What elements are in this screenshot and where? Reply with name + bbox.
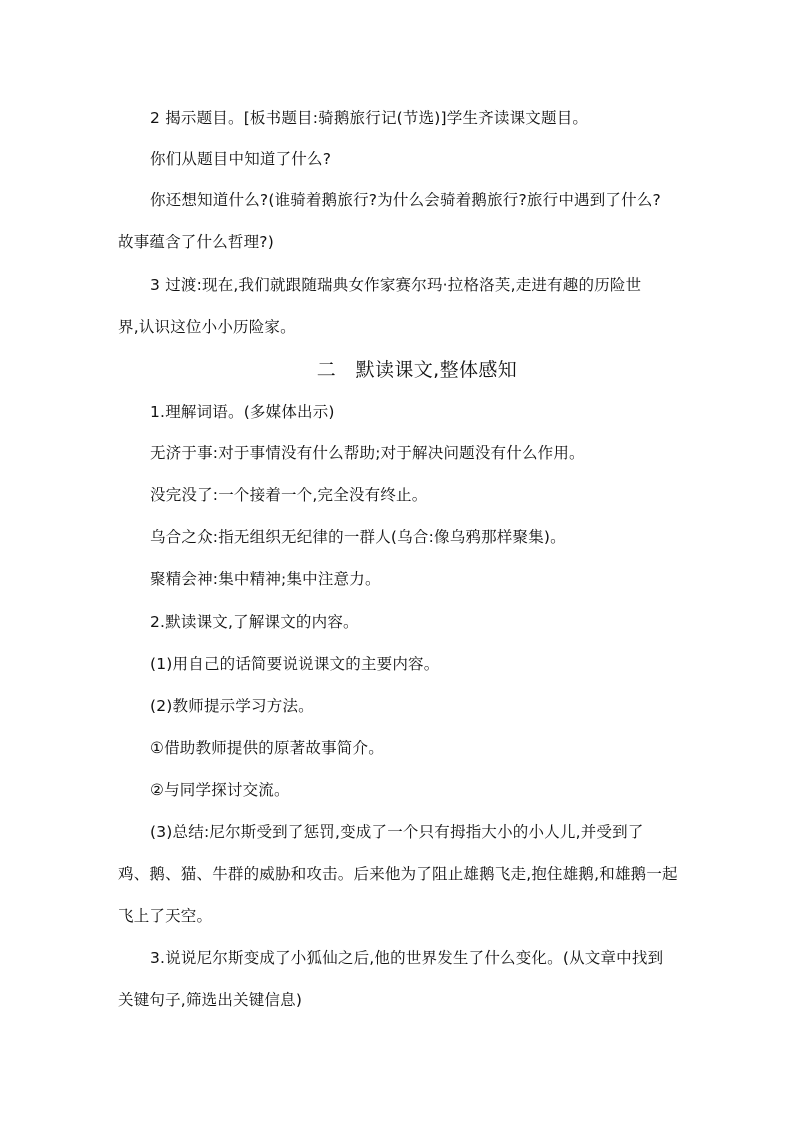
section-heading: 二 默读课文,整体感知 xyxy=(316,359,518,381)
definition-wuhezhizhong: 乌合之众:指无组织无纪律的一群人(乌合:像乌鸦那样聚集)。 xyxy=(150,528,566,546)
bullet-item-1: ①借助教师提供的原著故事简介。 xyxy=(150,739,384,757)
definition-wujiyushi: 无济于事:对于事情没有什么帮助;对于解决问题没有什么作用。 xyxy=(150,444,585,462)
paragraph-question-known: 你们从题目中知道了什么? xyxy=(150,150,332,168)
paragraph-question-more-line1: 你还想知道什么?(谁骑着鹅旅行?为什么会骑着鹅旅行?旅行中遇到了什么? xyxy=(150,191,661,209)
sub-item-2: (2)教师提示学习方法。 xyxy=(150,697,314,715)
summary-line3: 飞上了天空。 xyxy=(118,907,213,925)
summary-line2: 鸡、鹅、猫、牛群的威胁和攻击。后来他为了阻止雄鹅飞走,抱住雄鹅,和雄鹅一起 xyxy=(118,865,678,883)
list-item-vocabulary: 1.理解词语。(多媒体出示) xyxy=(150,403,335,421)
list-item-silent-reading: 2.默读课文,了解课文的内容。 xyxy=(150,613,359,631)
question-3-line2: 关键句子,筛选出关键信息) xyxy=(118,991,303,1009)
definition-meiwanmeiliao: 没完没了:一个接着一个,完全没有终止。 xyxy=(150,486,428,504)
sub-item-1: (1)用自己的话简要说说课文的主要内容。 xyxy=(150,655,440,673)
paragraph-transition-line2: 界,认识这位小小历险家。 xyxy=(118,318,296,336)
paragraph-reveal-title: 2 揭示题目。[板书题目:骑鹅旅行记(节选)]学生齐读课文题目。 xyxy=(150,109,589,127)
question-3-line1: 3.说说尼尔斯变成了小狐仙之后,他的世界发生了什么变化。(从文章中找到 xyxy=(150,949,664,967)
definition-jujinghuishen: 聚精会神:集中精神;集中注意力。 xyxy=(150,570,381,588)
bullet-item-2: ②与同学探讨交流。 xyxy=(150,781,290,799)
paragraph-question-more-line2: 故事蕴含了什么哲理?) xyxy=(118,233,274,251)
paragraph-transition-line1: 3 过渡:现在,我们就跟随瑞典女作家赛尔玛·拉格洛芙,走进有趣的历险世 xyxy=(150,276,642,294)
summary-line1: (3)总结:尼尔斯受到了惩罚,变成了一个只有拇指大小的小人儿,并受到了 xyxy=(150,823,644,841)
